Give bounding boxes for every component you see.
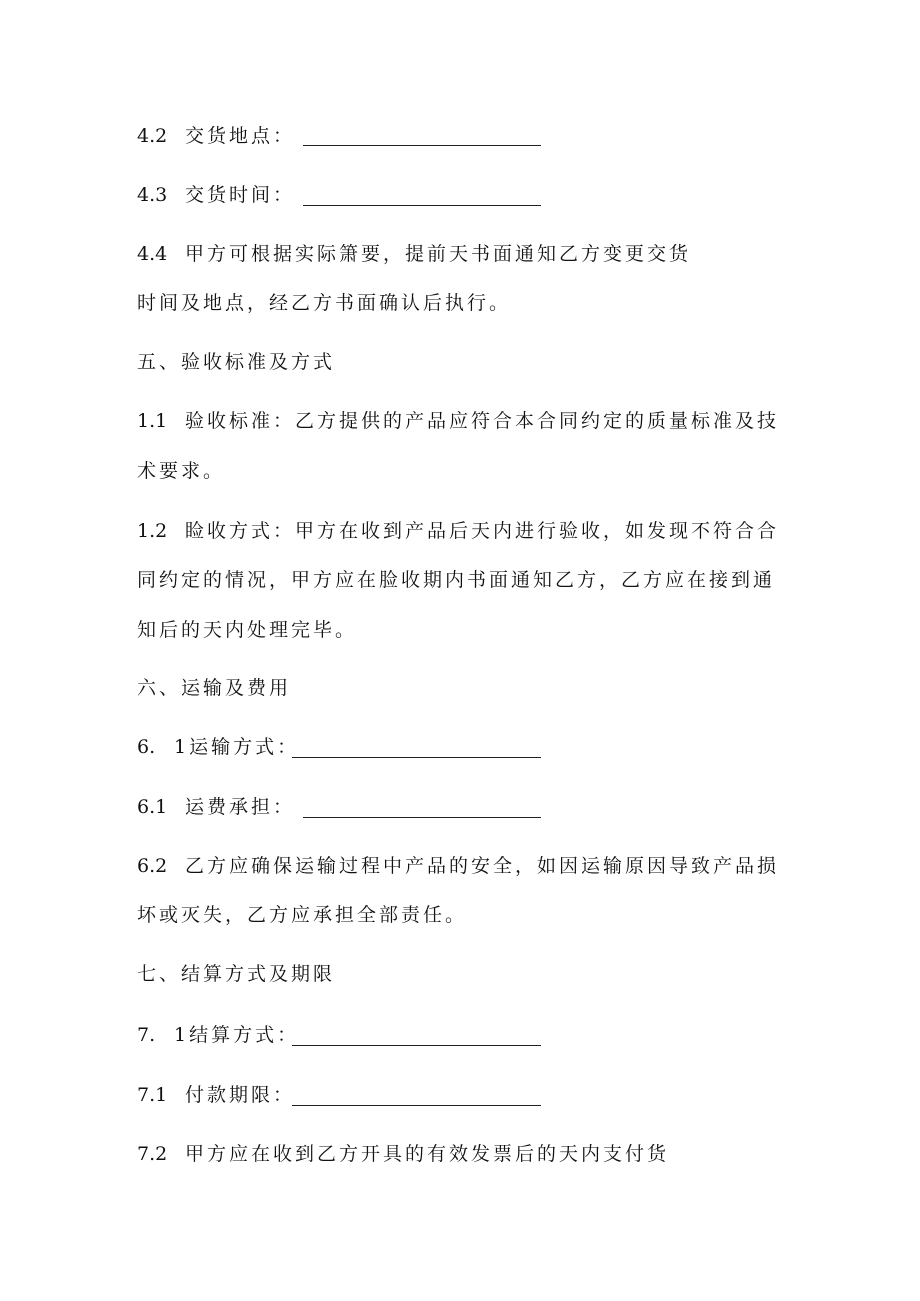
clause-text: 甲方应在收到乙方开具的有效发票后的天内支付货 (185, 1143, 670, 1165)
clause-text: 交货地点： (185, 125, 296, 147)
section-heading-text: 五、验收标准及方式 (137, 351, 336, 373)
clause-text: 付款期限： (185, 1084, 296, 1106)
clause-number: 7.1 (137, 1084, 168, 1106)
section-6-heading (137, 673, 291, 703)
clause-4-4-change-delivery (137, 239, 691, 269)
section-7-heading (137, 959, 335, 989)
clause-number: 1.2 (137, 520, 168, 542)
clause-text: 甲方可根据实际箫要，提前天书面通知乙方变更交货 (185, 243, 692, 265)
clause-text: 乙方应确保运输过程中产品的安全，如因运输原因导致产品损 (185, 855, 780, 877)
settlement-method-blank[interactable] (292, 1045, 541, 1046)
clause-number: 4.2 (137, 125, 168, 147)
clause-4-4-continuation (137, 288, 511, 318)
clause-text: 睑收方式：甲方在收到产品后天内进行验收，如发现不符合合 (185, 520, 780, 542)
section-5-heading (137, 347, 335, 377)
clause-7-2-payment-after-invoice (137, 1139, 669, 1169)
delivery-location-blank[interactable] (303, 145, 541, 146)
clause-4-3-delivery-time (137, 180, 295, 210)
clause-text: 运费承担： (185, 796, 296, 818)
clause-6-1-transport-method (137, 732, 299, 762)
delivery-time-blank[interactable] (303, 205, 541, 206)
transport-method-blank[interactable] (292, 757, 541, 758)
clause-7-1-settlement-method (137, 1020, 299, 1050)
clause-text: 术要求。 (137, 460, 226, 482)
clause-1-2-continuation (137, 615, 357, 645)
clause-text: 同约定的情况，甲方应在脸收期内书面通知乙方，乙方应在接到通 (137, 569, 776, 591)
clause-text: 知后的天内处理完毕。 (137, 619, 358, 641)
clause-6-2-continuation (137, 900, 467, 930)
clause-text: 验收标准：乙方提供的产品应符合本合同约定的质量标准及技 (185, 410, 780, 432)
payment-term-blank[interactable] (292, 1105, 541, 1106)
clause-7-1-payment-term (137, 1080, 295, 1110)
section-heading-text: 六、运输及费用 (137, 677, 292, 699)
clause-number: 4.4 (137, 243, 168, 265)
clause-1-2-continuation (137, 565, 775, 595)
clause-number: 6.1 (137, 796, 168, 818)
clause-number: 1.1 (137, 410, 168, 432)
clause-text: 1结算方式： (174, 1024, 300, 1046)
clause-text: 坏或灭失，乙方应承担全部责任。 (137, 904, 468, 926)
clause-text: 1运输方式： (174, 736, 300, 758)
clause-text: 时间及地点，经乙方书面确认后执行。 (137, 292, 512, 314)
clause-6-2-transport-safety (137, 851, 779, 881)
clause-1-1-acceptance-standard (137, 406, 779, 436)
clause-1-2-acceptance-method (137, 516, 779, 546)
clause-1-1-continuation (137, 456, 225, 486)
clause-number: 7. (137, 1024, 156, 1046)
clause-number: 6.2 (137, 855, 168, 877)
clause-number: 6. (137, 736, 156, 758)
clause-4-2-delivery-location (137, 121, 295, 151)
section-heading-text: 七、结算方式及期限 (137, 963, 336, 985)
clause-number: 7.2 (137, 1143, 168, 1165)
clause-6-1-freight-bearer (137, 792, 295, 822)
clause-text: 交货时间： (185, 184, 296, 206)
freight-bearer-blank[interactable] (303, 817, 541, 818)
clause-number: 4.3 (137, 184, 168, 206)
